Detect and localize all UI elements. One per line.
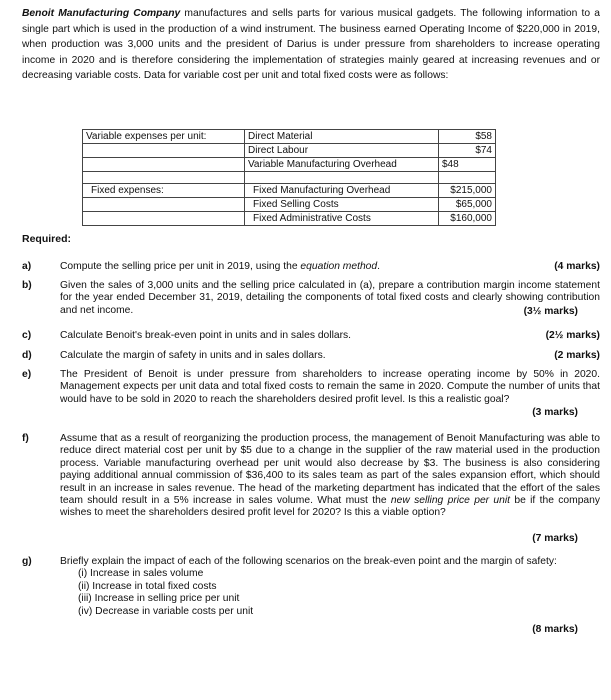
cost-amount: $215,000 <box>439 184 496 198</box>
question-text: Given the sales of 3,000 units and the selling price calculated in (a), prepare a contribution margin income statement for the year ended December 31, 2019, detailing the components of total fixed costs and clearly showing contribution and net income. <box>60 280 600 316</box>
question-marks: (7 marks) <box>532 533 578 544</box>
question-label: g) <box>22 556 32 567</box>
question-marks: (3½ marks) <box>523 306 578 317</box>
question-d <box>22 350 600 362</box>
list-item: (iv) Decrease in variable costs per unit <box>78 605 254 617</box>
question-g <box>22 556 600 635</box>
cost-amount: $74 <box>439 144 496 158</box>
cost-item: Fixed Selling Costs <box>245 198 439 212</box>
question-text: Assume that as a result of reorganizing the production process, the management of Benoit Manufacturing was able to reduce direct material cost per unit by $5 due to a change in the supplier of the raw material used in the production process. Variable manufacturing overhead per unit would also decrease by $3. The business is also considering paying additional annual commission of $36,400 to its sales team as part of the sales expansion effort, which should result in an increase in sales revenue. The head of the marketing department has indicated that the effort of the sales team should result in a 5% increase in sales volume. What must the <box>60 433 600 507</box>
cost-amount: $48 <box>439 158 496 172</box>
question-label: b) <box>22 280 32 291</box>
question-text-emphasis: equation method <box>300 261 378 272</box>
question-text: Calculate the margin of safety in units and in sales dollars. <box>60 350 326 361</box>
question-marks: (8 marks) <box>532 624 578 635</box>
company-name: Benoit Manufacturing Company <box>22 8 181 19</box>
question-text: Calculate Benoit's break-even point in units and in sales dollars. <box>60 330 352 341</box>
table-row <box>83 144 496 158</box>
question-f: f) (7 marks) Assume that as a result of reorganizing the production process, the management of Benoit Manufacturing was able to reduce direct material cost per unit by $5 due to a change in the supplier of the raw material used in the production process. Variable manufacturing overhead per unit would also decrease by $3. The business is also considering paying additional annual commission of $36,400 to its sales team as part of the sales expansion effort, which should result in an increase in sales revenue. The head of the marketing department has indicated that the effort of the sales team should result in a 5% increase in sales volume. What must the new selling price per unit be if the company wishes to meet the shareholders desired profit level for 2020? Is this a viable option? <box>22 433 601 544</box>
question-label: d) <box>22 350 32 361</box>
question-label: c) <box>22 330 32 341</box>
list-item: (i) Increase in sales volume <box>78 568 204 580</box>
list-item: (iii) Increase in selling price per unit <box>78 593 240 605</box>
required-heading: Required: <box>22 233 72 245</box>
cost-amount: $160,000 <box>439 212 496 226</box>
cost-item: Fixed Manufacturing Overhead <box>245 184 439 198</box>
cost-amount: $58 <box>439 130 496 144</box>
table-row <box>83 198 496 212</box>
question-a: a) (4 marks) Compute the selling price per unit in 2019, using the equation method. <box>22 261 600 272</box>
table-row <box>83 130 496 144</box>
question-marks: (4 marks) <box>554 261 600 272</box>
cost-item: Fixed Administrative Costs <box>245 212 439 226</box>
question-marks: (3 marks) <box>532 407 578 418</box>
cost-data-table <box>82 129 496 226</box>
variable-expenses-header: Variable expenses per unit: <box>83 130 245 144</box>
question-marks: (2 marks) <box>554 350 600 361</box>
table-row <box>83 212 496 226</box>
table-row <box>83 158 496 172</box>
intro-text: manufactures and sells parts for various musical gadgets. The following information to a single part which is used in the production of a wind instrument. The business earned Operating Income of $220,000 in 2019, when production was 3,000 units and the president of Darius is under pressure from shareholders to increase operating income in 2020 and is therefore considering the implementation of strategies mainly geared at increasing revenues and or decreasing variable costs. Data for variable cost per unit and total fixed costs were as follows: <box>22 8 600 82</box>
cost-item: Direct Material <box>245 130 439 144</box>
question-e <box>22 369 600 418</box>
cost-amount: $65,000 <box>439 198 496 212</box>
question-text: Briefly explain the impact of each of the following scenarios on the break-even point and the margin of safety: <box>60 556 557 567</box>
cost-item: Direct Labour <box>245 144 439 158</box>
question-marks: (2½ marks) <box>545 330 600 341</box>
question-label: e) <box>22 369 32 380</box>
question-text: Compute the selling price per unit in 2019, using the <box>60 261 301 272</box>
question-label: a) <box>22 261 32 272</box>
question-label: f) <box>22 433 29 444</box>
question-text: The President of Benoit is under pressure from shareholders to increase operating income by 50% in 2020. Management expects per unit data and total fixed costs to remain the same in 2020. Compute the number of units that would have to be sold in 2020 to reach the shareholders desired profit level. Is this a realistic goal? <box>60 369 600 405</box>
table-row <box>83 184 496 198</box>
intro-paragraph <box>22 6 600 84</box>
question-b <box>22 280 600 317</box>
fixed-expenses-header: Fixed expenses: <box>83 184 245 198</box>
table-spacer-row <box>83 172 496 184</box>
question-c <box>22 330 600 342</box>
list-item: (ii) Increase in total fixed costs <box>78 580 217 592</box>
cost-item: Variable Manufacturing Overhead <box>245 158 439 172</box>
question-text-emphasis: new selling price per unit <box>390 495 511 507</box>
